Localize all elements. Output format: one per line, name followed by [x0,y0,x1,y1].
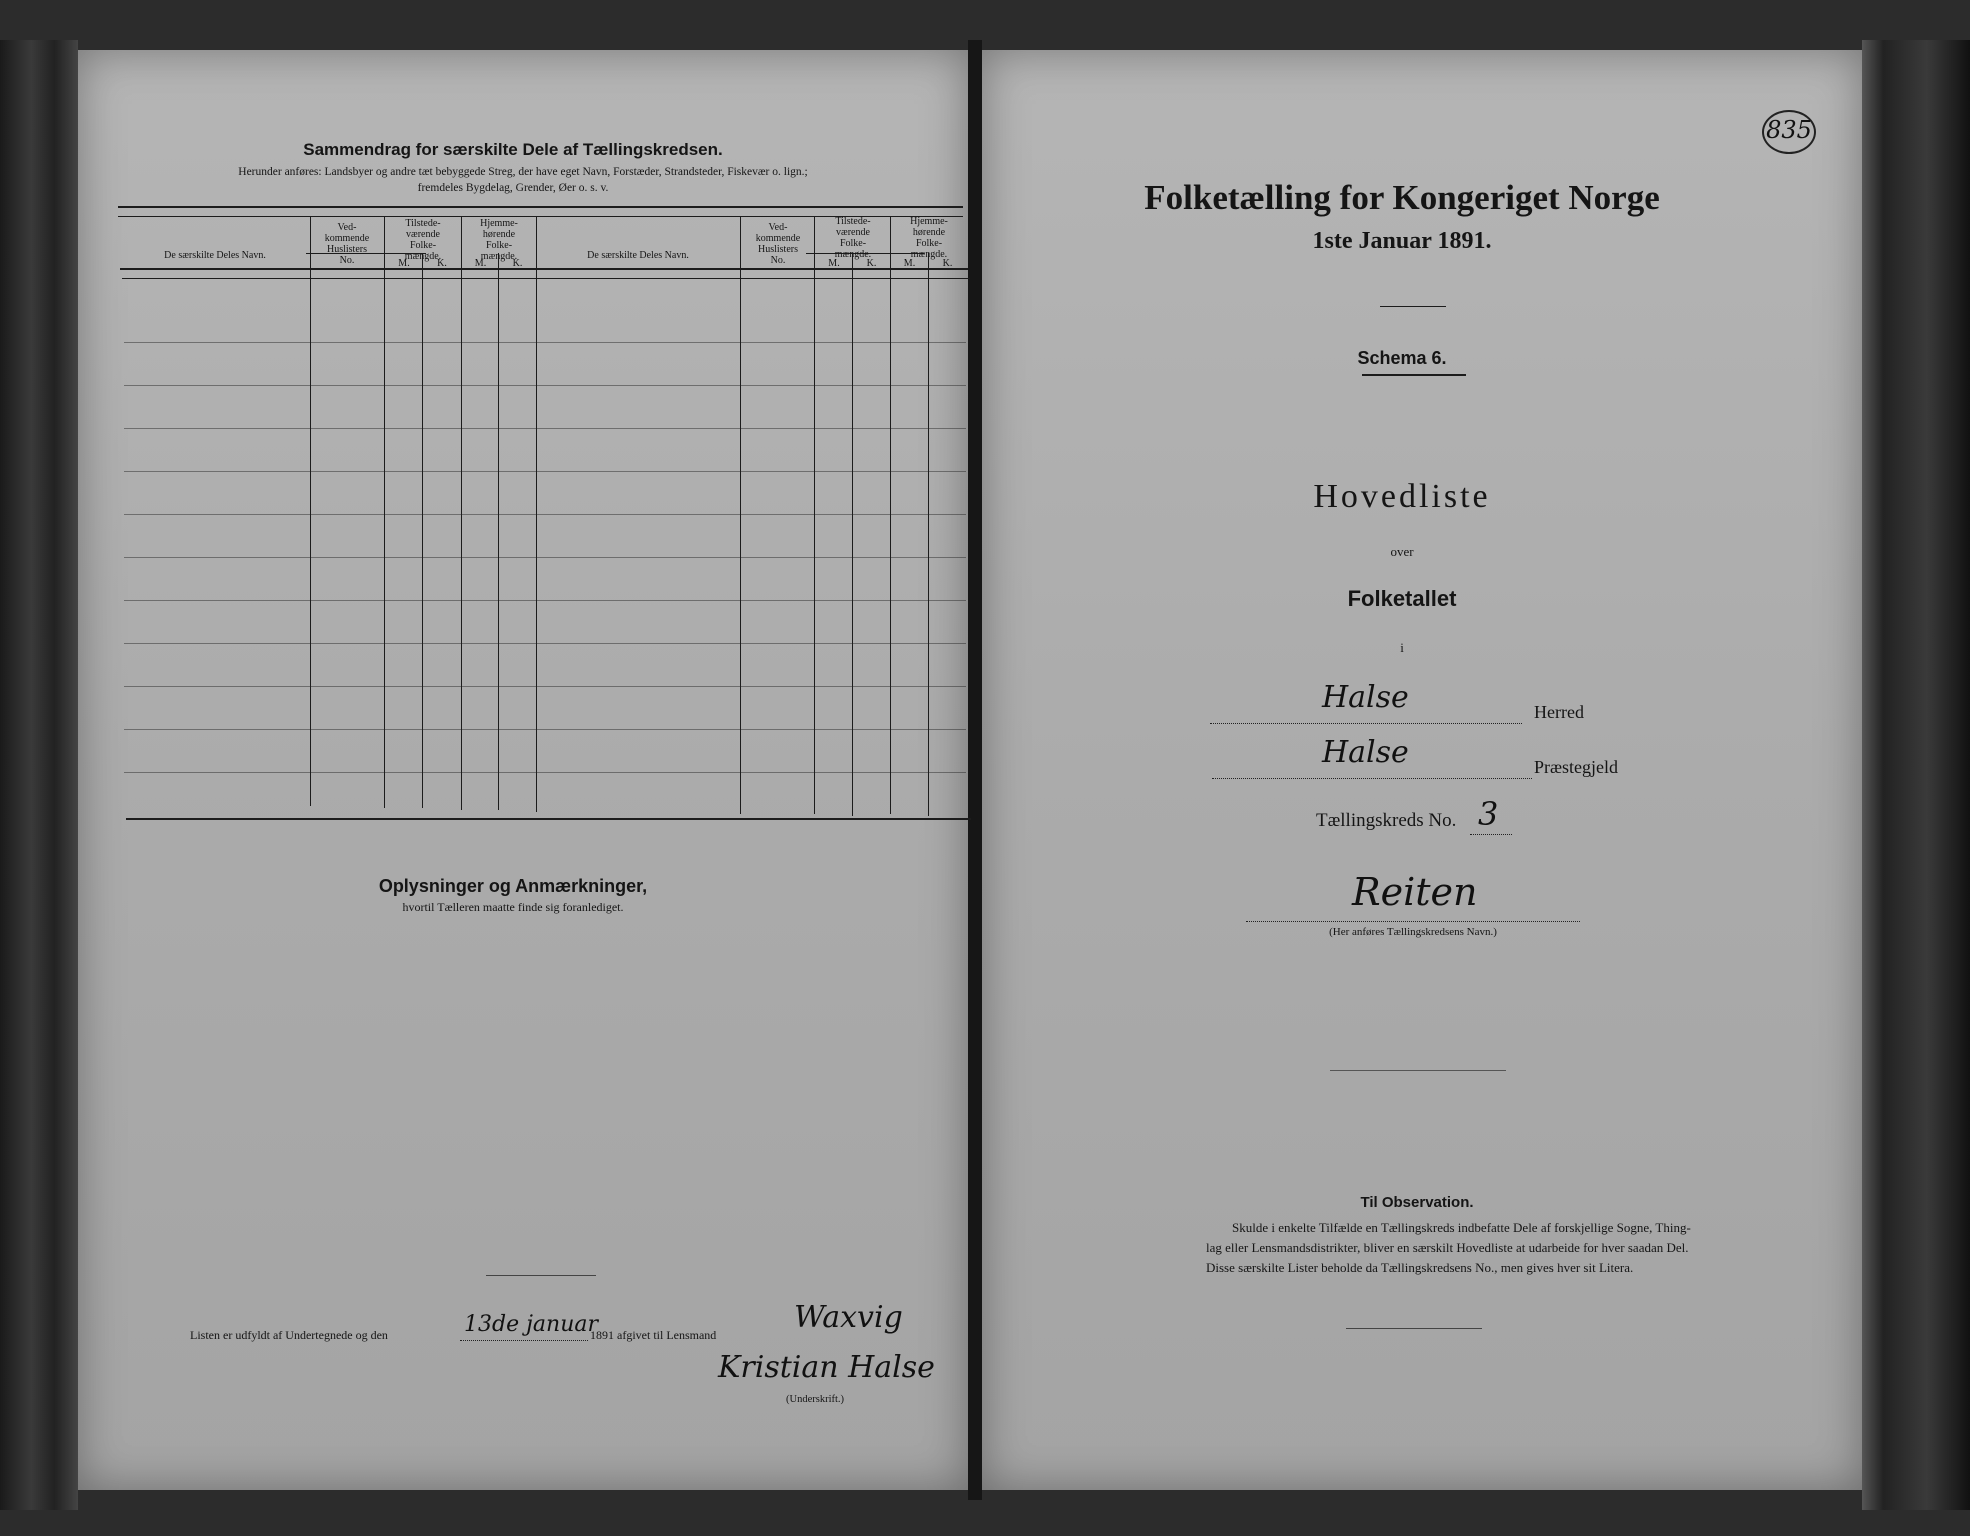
book-spine [968,40,982,1500]
col-header-hjemme-2: Hjemme- hørende Folke- mængde. [910,216,948,260]
prestegjeld-value: Halse [1322,735,1409,770]
col-header-huslister-1: Ved- kommende Huslisters No. [324,222,370,266]
folketallet-label: Folketallet [1347,586,1457,611]
footer-middle: 1891 afgivet til Lensmand [590,1328,717,1342]
col-header-k-4: K. [942,258,953,269]
col-header-name-1: De særskilte Deles Navn. [164,250,266,261]
footer-prefix: Listen er udfyldt af Undertegnede og den [190,1328,388,1342]
page-number-text: 835 [1766,116,1812,144]
col-header-k-1: K. [437,258,447,269]
col-header-m-2: M. [474,258,487,269]
observation-line-2: lag eller Lensmandsdistrikter, bliver en særskilt Hovedliste at udarbeide for hver saadan Del. [1206,1240,1689,1255]
col-header-m-4: M. [903,258,916,269]
observation-line-3: Disse særskilte Lister beholde da Tællingskredsens No., men gives hver sit Litera. [1206,1260,1634,1275]
col-header-tilstede-1: Tilstede- værende Folke- mængde. [404,218,442,262]
col-header-name-2: De særskilte Deles Navn. [587,250,689,261]
main-title: Hovedliste [1313,478,1491,515]
footer-lensmand: Waxvig [794,1300,903,1335]
left-page [78,50,968,1490]
footer-date: 13de januar [464,1312,598,1337]
col-header-k-2: K. [512,258,523,269]
kreds-label: Tællingskreds No. [1316,810,1457,831]
prestegjeld-label: Præstegjeld [1534,757,1618,777]
col-header-huslister-2: Ved- kommende Huslisters No. [755,222,801,266]
left-page-edges [0,40,78,1510]
observation-line-1: Skulde i enkelte Tilfælde en Tællingskreds indbefatte Dele af forskjellige Sogne, Thing- [1232,1220,1691,1235]
right-page [982,50,1862,1490]
col-header-m-1: M. [398,258,410,269]
col-header-m-3: M. [828,258,840,269]
enumerator-signature: Kristian Halse [718,1350,935,1385]
summary-subtitle-2: fremdeles Bygdelag, Grender, Øer o. s. v. [417,182,609,194]
schema-label: Schema 6. [1357,348,1447,368]
kreds-name-caption: (Her anføres Tællingskredsens Navn.) [1329,926,1497,938]
census-title: Folketælling for Kongeriget Norge [1144,178,1660,217]
summary-subtitle-1: Herunder anføres: Landsbyer og andre tæt bebyggede Streg, der have eget Navn, Forstæder, Strandsteder, Fiskevær o. lign.; [238,166,808,178]
herred-label: Herred [1534,702,1584,722]
observation-title: Til Observation. [1360,1194,1474,1211]
divider [486,1275,596,1276]
col-header-tilstede-2: Tilstede- værende Folke- mængde. [834,216,872,260]
col-header-k-3: K. [866,258,877,269]
remarks-subtitle: hvortil Tælleren maatte finde sig foranlediget. [402,900,624,914]
herred-value: Halse [1322,680,1409,715]
kreds-name: Reiten [1352,870,1478,914]
over-label: over [1390,544,1414,559]
remarks-title: Oplysninger og Anmærkninger, [378,876,648,896]
i-label: i [1400,640,1404,655]
right-page-edges [1862,40,1970,1510]
col-header-hjemme-1: Hjemme- hørende Folke- mængde. [480,218,518,262]
signature-label: (Underskrift.) [786,1394,845,1405]
census-date: 1ste Januar 1891. [1312,228,1492,254]
summary-title: Sammendrag for særskilte Dele af Tællingskredsen. [303,140,723,159]
kreds-number: 3 [1478,795,1499,833]
